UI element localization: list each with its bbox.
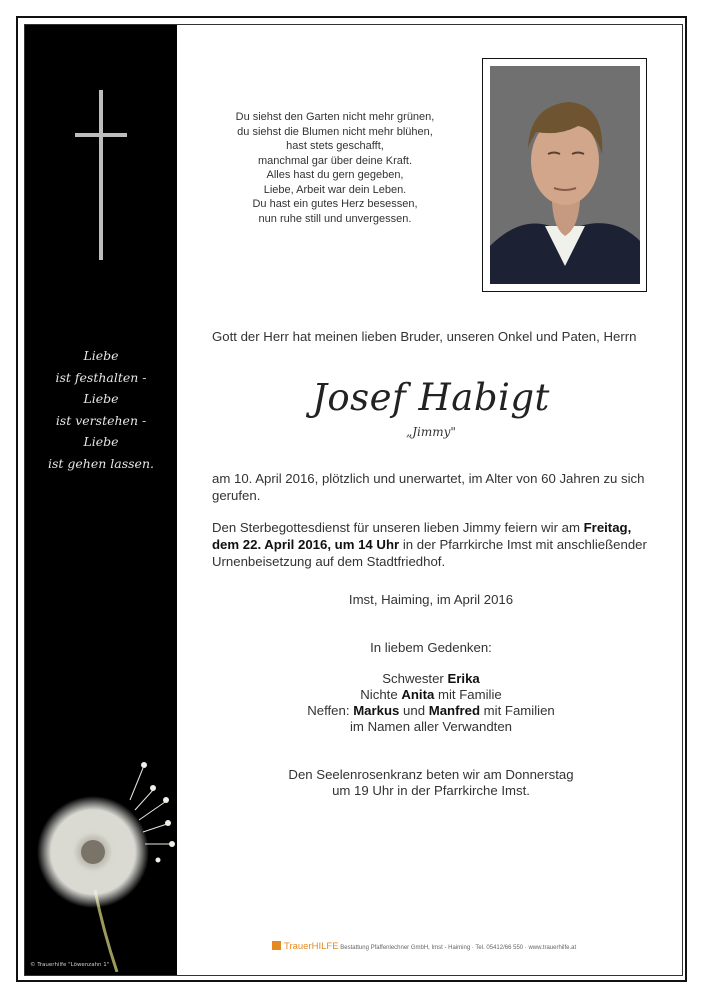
- deceased-name: Josef Habigt: [312, 376, 550, 419]
- footer: [272, 941, 672, 952]
- poem: [220, 110, 450, 226]
- rosary-line: um 19 Uhr in der Pfarrkirche Imst.: [332, 783, 530, 798]
- poem-line: Liebe, Arbeit war dein Leben.: [263, 183, 407, 196]
- poem-line: Du siehst den Garten nicht mehr grünen,: [235, 111, 435, 123]
- poem-line: Alles hast du gern gegeben,: [266, 169, 404, 181]
- footer-text: Bestattung Pfaffenlechner GmbH, Imst - Haiming · Tel. 05412/66 550 · www.trauerhilfe.at: [340, 945, 577, 951]
- side-poem-line: Liebe: [83, 348, 119, 363]
- copyright-note: © Trauerhilfe "Löwenzahn 1": [30, 962, 110, 968]
- brand-logo-icon: [272, 941, 281, 950]
- side-poem: [25, 345, 177, 474]
- mourner-line: [212, 718, 650, 735]
- funeral-text: Den Sterbegottesdienst für unseren lieben Jimmy feiern wir am: [212, 520, 584, 535]
- side-poem-line: ist verstehen -: [55, 412, 147, 428]
- side-poem-line: Liebe: [83, 391, 119, 406]
- poem-line: nun ruhe still und unvergessen.: [258, 212, 412, 225]
- in-memory-heading: In liebem Gedenken:: [370, 640, 492, 655]
- poem-line: Du hast ein gutes Herz besessen,: [252, 198, 418, 210]
- funeral-info: [212, 519, 657, 570]
- mourner-relation: Neffen:: [307, 703, 354, 718]
- mourner-name: Markus: [353, 703, 400, 718]
- poem-line: manchmal gar über deine Kraft.: [257, 154, 413, 167]
- mourner-name: Manfred: [428, 703, 481, 718]
- funeral-date: Freitag, dem 22. April 2016, um 14 Uhr: [212, 520, 632, 552]
- side-poem-line: Liebe: [83, 434, 119, 449]
- place-date: Imst, Haiming, im April 2016: [348, 592, 514, 607]
- mourner-suffix: mit Familie: [434, 687, 502, 702]
- mourner-relation: im Namen aller Verwandten: [350, 719, 512, 734]
- mourner-relation: Schwester: [382, 671, 448, 686]
- cross-icon-horizontal: [75, 133, 127, 137]
- intro-text: Gott der Herr hat meinen lieben Bruder, unseren Onkel und Paten, Herrn: [212, 329, 637, 344]
- mourner-line: [212, 670, 650, 687]
- funeral-text-end: in der Pfarrkirche Imst mit anschließender Urnenbeisetzung auf dem Stadtfriedhof.: [212, 537, 647, 569]
- mourner-name: Anita: [401, 687, 435, 702]
- cross-icon-vertical: [99, 90, 103, 260]
- side-poem-line: ist festhalten -: [55, 369, 147, 385]
- dandelion-image: [25, 740, 177, 976]
- mourner-name: Erika: [447, 671, 480, 686]
- mourner-relation: Nichte: [360, 687, 402, 702]
- portrait-photo: [490, 66, 640, 284]
- poem-line: du siehst die Blumen nicht mehr blühen,: [237, 125, 433, 138]
- mourner-line: [212, 702, 650, 719]
- death-notice: am 10. April 2016, plötzlich und unerwartet, im Alter von 60 Jahren zu sich gerufen.: [212, 471, 645, 503]
- mourner-line: [212, 686, 650, 703]
- side-poem-line: ist gehen lassen.: [48, 455, 154, 471]
- mourner-connector: und: [399, 703, 429, 718]
- brand-name: TrauerHILFE: [284, 941, 339, 952]
- nickname: „Jimmy": [406, 425, 456, 439]
- rosary-line: Den Seelenrosenkranz beten wir am Donnerstag: [288, 767, 574, 782]
- poem-line: hast stets geschafft,: [286, 140, 384, 152]
- mourner-suffix: mit Familien: [480, 703, 555, 718]
